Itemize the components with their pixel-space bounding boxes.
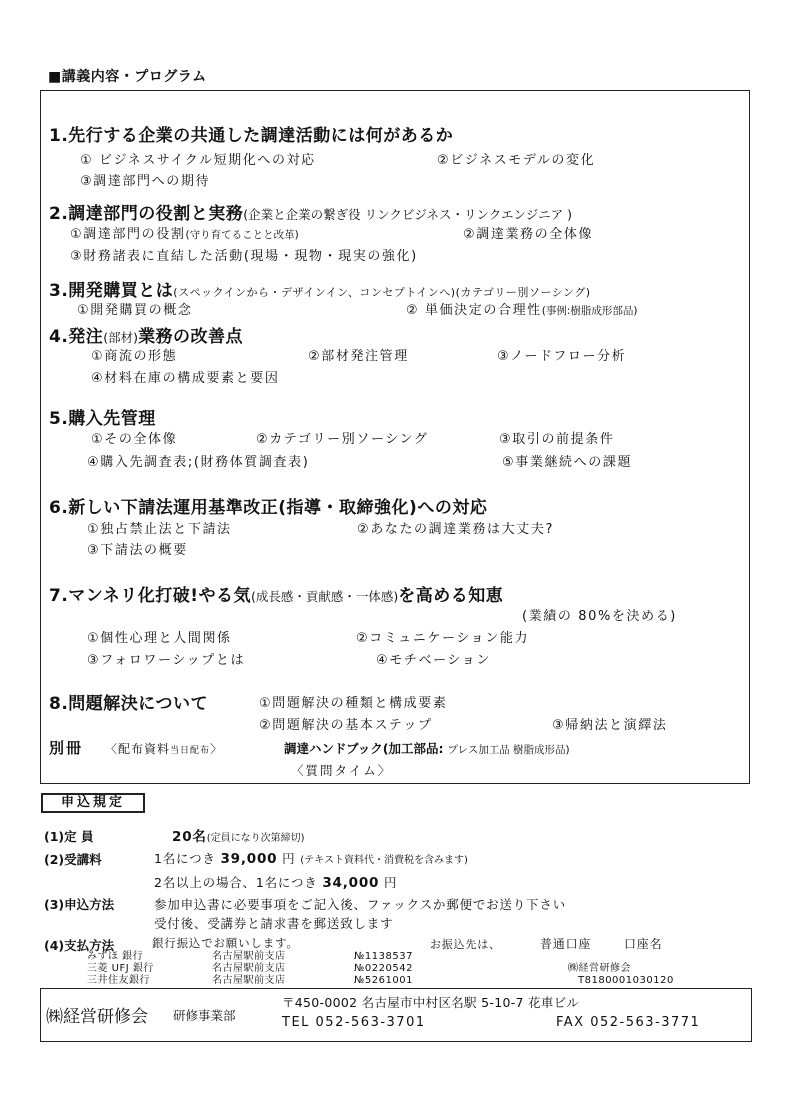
footer-company: ㈱経営研修会 bbox=[46, 1007, 148, 1027]
section-7-title-text: 7.マンネリ化打破!やる気 bbox=[49, 586, 252, 606]
payment-account-name-label: 口座名 bbox=[624, 937, 663, 951]
capacity-value bbox=[172, 825, 305, 845]
fee-line-1-amount: 39,000 bbox=[220, 851, 278, 867]
appendix-handbook-title: 調達ハンドブック(加工部品: bbox=[284, 741, 444, 756]
section-5-item-3: ③取引の前提条件 bbox=[499, 432, 615, 447]
section-2-item-1-text: ①調達部門の役割 bbox=[70, 227, 186, 242]
section-8-item-3: ③帰納法と演繹法 bbox=[552, 718, 668, 733]
section-3-title bbox=[49, 276, 591, 301]
section-3-title-text: 3.開発購買とは bbox=[49, 281, 174, 301]
appendix-handbook-detail: プレス加工品 樹脂成形品) bbox=[447, 744, 570, 756]
fee-line-1-note: (テキスト資料代・消費税を含みます) bbox=[300, 855, 468, 866]
section-1-item-3: ③調達部門への期待 bbox=[80, 174, 211, 189]
apply-line-2: 受付後、受講券と請求書を郵送致します bbox=[154, 916, 394, 931]
section-3-subtitle: (スペックインから・デザインイン、コンセプトインへ)(カテゴリー別ソーシング) bbox=[173, 286, 591, 299]
section-2-title-text: 2.調達部門の役割と実務 bbox=[49, 204, 244, 224]
appendix-distribution-small: 当日配布 bbox=[170, 746, 211, 756]
fee-line-2 bbox=[154, 873, 397, 891]
bank-1-branch: 名古屋駅前支店 bbox=[212, 951, 286, 962]
section-4-item-3: ③ノードフロー分析 bbox=[497, 349, 627, 364]
capacity-note: (定員になり次第締切) bbox=[206, 833, 305, 844]
appendix-distribution bbox=[105, 740, 223, 757]
section-8-title: 8.問題解決について bbox=[49, 694, 208, 714]
appendix-distribution-close: 〉 bbox=[210, 742, 224, 756]
appendix-distribution-text: 〈配布資料 bbox=[105, 742, 171, 756]
section-7-item-4: ④モチベーション bbox=[376, 653, 491, 668]
section-3-item-2-note: (事例:樹脂成形部品) bbox=[541, 305, 638, 317]
apply-label: (3)申込方法 bbox=[44, 897, 115, 912]
fee-label: (2)受講料 bbox=[44, 852, 102, 867]
appendix-handbook bbox=[284, 739, 570, 757]
fee-line-2-prefix: 2名以上の場合、1名につき bbox=[154, 875, 318, 890]
footer-department: 研修事業部 bbox=[173, 1008, 236, 1023]
bank-3-number: №5261001 bbox=[354, 975, 413, 986]
section-2-title bbox=[49, 199, 572, 224]
section-5-item-1: ①その全体像 bbox=[91, 432, 178, 447]
section-5-title: 5.購入先管理 bbox=[49, 409, 156, 429]
fee-line-1-prefix: 1名につき bbox=[154, 851, 216, 866]
section-8-item-2: ②問題解決の基本ステップ bbox=[259, 718, 433, 733]
footer-address: 〒450-0002 名古屋市中村区名駅 5-10-7 花車ビル bbox=[282, 995, 580, 1010]
section-4-title-text: 4.発注 bbox=[49, 327, 104, 347]
rules-heading: 申込規定 bbox=[41, 793, 145, 813]
fee-line-1-unit: 円 bbox=[282, 851, 296, 866]
section-2-item-3: ③財務諸表に直結した活動(現場・現物・現実の強化) bbox=[70, 249, 418, 264]
section-4-item-1: ①商流の形態 bbox=[91, 349, 178, 364]
section-4-item-4: ④材料在庫の構成要素と要因 bbox=[91, 371, 280, 386]
section-7-note: (業績の 80%を決める) bbox=[522, 609, 677, 624]
section-7-title bbox=[49, 581, 503, 606]
section-2-item-2: ②調達業務の全体像 bbox=[463, 227, 594, 242]
section-1-item-1: ① ビジネスサイクル短期化への対応 bbox=[80, 153, 316, 168]
payment-text: 銀行振込でお願いします。 bbox=[152, 936, 299, 950]
section-5-item-2: ②カテゴリー別ソーシング bbox=[256, 432, 429, 447]
section-3-item-2 bbox=[406, 299, 638, 318]
section-2-item-1 bbox=[70, 223, 299, 242]
appendix-qa: 〈質問タイム〉 bbox=[291, 763, 393, 778]
section-5-item-5: ⑤事業継続への課題 bbox=[502, 455, 633, 470]
registration-number: T8180001030120 bbox=[578, 975, 674, 986]
appendix-label: 別冊 bbox=[49, 739, 84, 757]
apply-line-1: 参加申込書に必要事項をご記入後、ファックスか郵便でお送り下さい bbox=[154, 897, 566, 912]
bank-2-name: 三菱 UFJ 銀行 bbox=[87, 963, 154, 974]
section-5-item-4: ④購入先調査表;(財務体質調査表) bbox=[87, 455, 310, 470]
section-6-item-2: ②あなたの調達業務は大丈夫? bbox=[357, 522, 554, 537]
section-2-item-1-note: (守り育てることと改革) bbox=[185, 229, 299, 241]
section-6-title: 6.新しい下請法運用基準改正(指導・取締強化)への対応 bbox=[49, 498, 488, 518]
section-7-subtitle: (成長感・貢献感・一体感) bbox=[251, 589, 399, 604]
section-7-item-1: ①個性心理と人間関係 bbox=[87, 631, 232, 646]
section-3-item-2-text: ② 単価決定の合理性 bbox=[406, 303, 542, 318]
footer-fax: FAX 052-563-3771 bbox=[556, 1015, 701, 1030]
section-1-title: 1.先行する企業の共通した調達活動には何があるか bbox=[49, 126, 454, 146]
program-heading: ■講義内容・プログラム bbox=[48, 69, 207, 85]
fee-line-2-amount: 34,000 bbox=[322, 875, 380, 891]
payment-account-type: 普通口座 bbox=[540, 937, 592, 951]
capacity-label: (1)定 員 bbox=[44, 829, 94, 844]
account-name: ㈱経営研修会 bbox=[568, 963, 631, 974]
bank-3-branch: 名古屋駅前支店 bbox=[212, 975, 286, 986]
section-6-item-1: ①独占禁止法と下請法 bbox=[87, 522, 232, 537]
section-2-subtitle: (企業と企業の繋ぎ役 リンクビジネス・リンクエンジニア ) bbox=[243, 207, 573, 222]
bank-2-number: №0220542 bbox=[354, 963, 413, 974]
bank-1-number: №1138537 bbox=[354, 951, 413, 962]
section-7-item-3: ③フォロワーシップとは bbox=[87, 653, 246, 668]
fee-line-1 bbox=[154, 849, 468, 867]
section-4-subtitle: (部材) bbox=[103, 330, 139, 345]
capacity-number: 20名 bbox=[172, 829, 207, 845]
section-4-title-suffix: 業務の改善点 bbox=[138, 327, 244, 347]
section-8-item-1: ①問題解決の種類と構成要素 bbox=[259, 696, 448, 711]
bank-3-name: 三井住友銀行 bbox=[87, 975, 150, 986]
section-1-item-2: ②ビジネスモデルの変化 bbox=[437, 153, 596, 168]
bank-2-branch: 名古屋駅前支店 bbox=[212, 963, 286, 974]
bank-1-name: みずほ 銀行 bbox=[87, 951, 144, 962]
section-7-title-suffix: を高める知恵 bbox=[398, 586, 504, 606]
section-7-item-2: ②コミュニケーション能力 bbox=[356, 631, 530, 646]
footer-tel: TEL 052-563-3701 bbox=[282, 1015, 426, 1030]
section-6-item-3: ③下請法の概要 bbox=[87, 543, 188, 558]
section-4-item-2: ②部材発注管理 bbox=[308, 349, 409, 364]
fee-line-2-unit: 円 bbox=[384, 875, 398, 890]
section-4-title bbox=[49, 322, 243, 347]
payment-label: (4)支払方法 bbox=[44, 938, 115, 953]
payment-dest-label: お振込先は、 bbox=[430, 938, 501, 951]
section-3-item-1: ①開発購買の概念 bbox=[77, 303, 193, 318]
